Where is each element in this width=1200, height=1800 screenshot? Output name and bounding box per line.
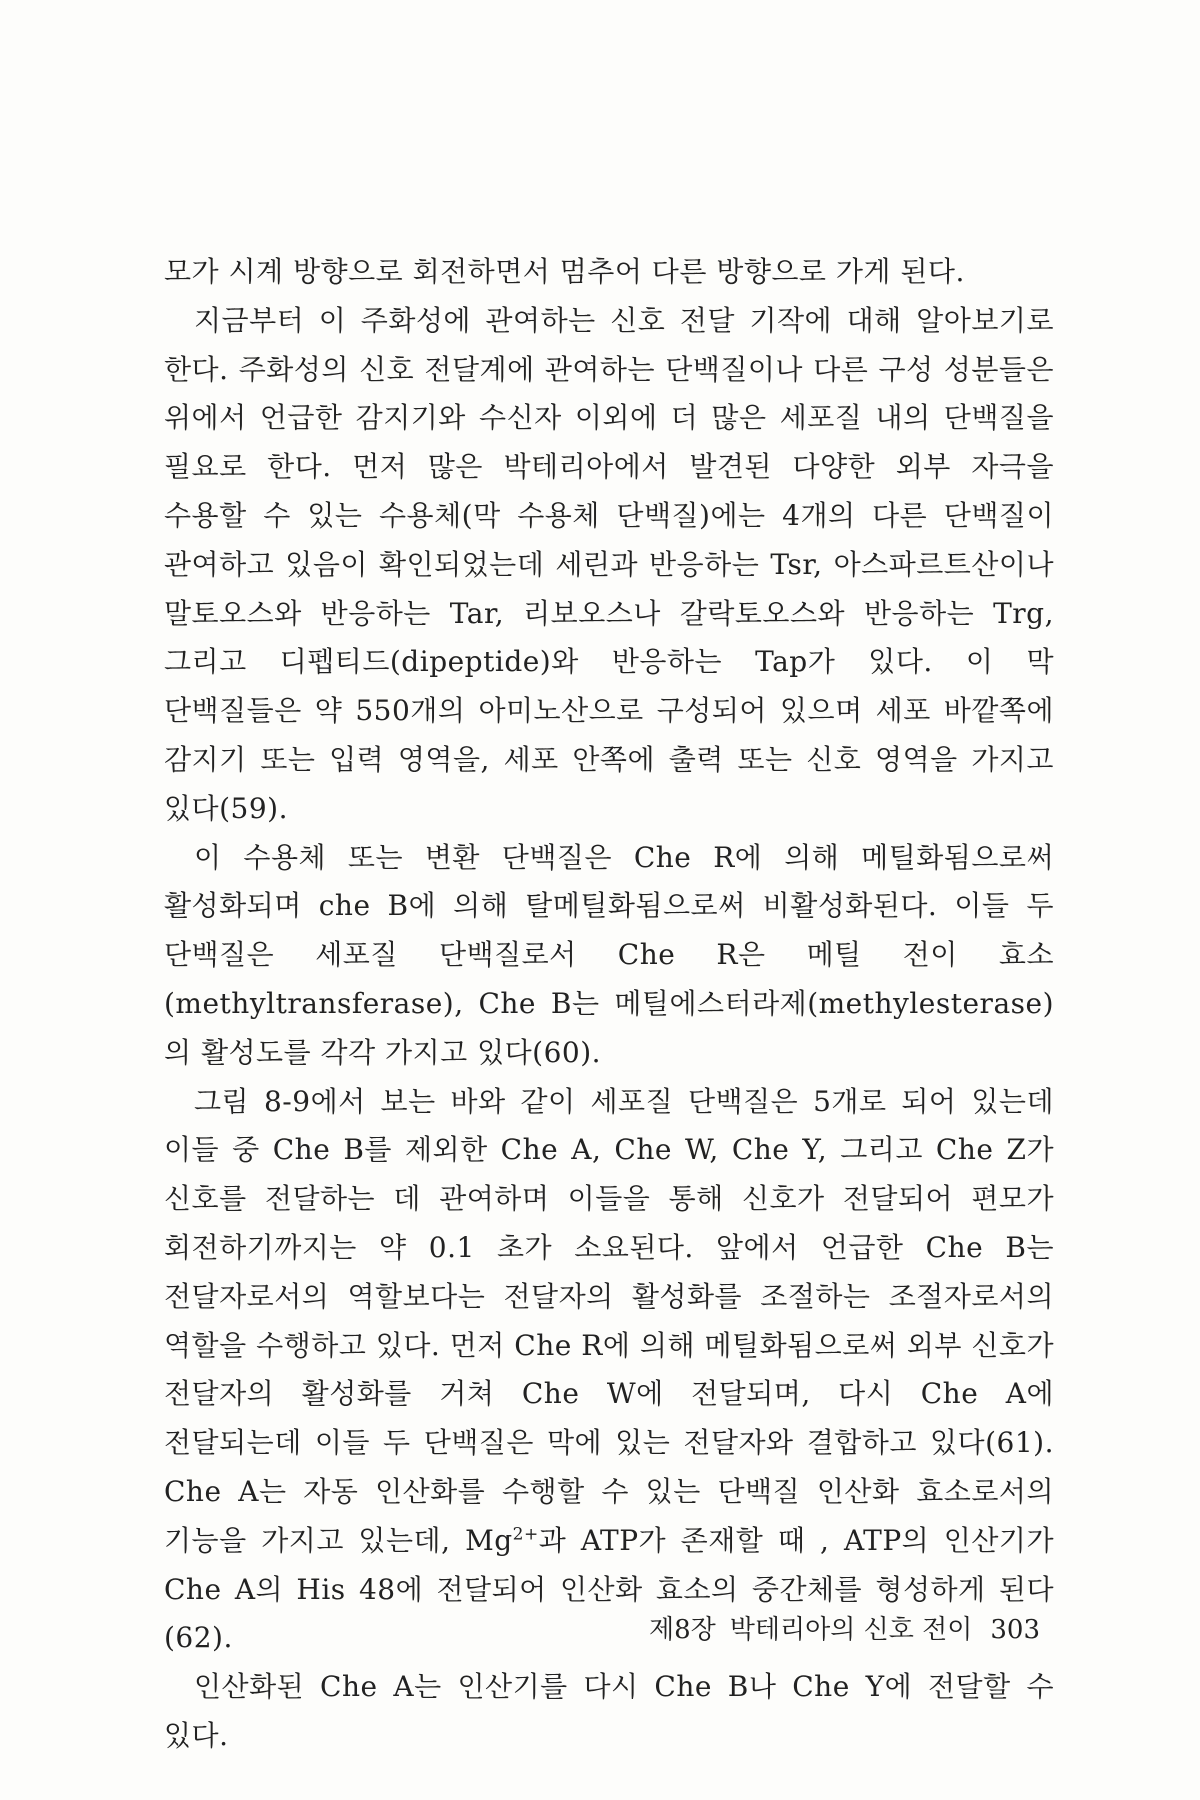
paragraph-cytoplasmic-proteins xyxy=(164,1078,1054,1664)
paragraph-continuation: 모가 시계 방향으로 회전하면서 멈추어 다른 방향으로 가게 된다. xyxy=(164,255,965,288)
page-footer xyxy=(649,1614,1040,1646)
magnesium-symbol: Mg xyxy=(465,1523,513,1557)
paragraph-methylation: 이 수용체 또는 변환 단백질은 Che R에 의해 메틸화됨으로써 활성화되며 che B에 의해 탈메틸화됨으로써 비활성화된다. 이들 두 단백질은 세포질 단백질로서 Che R은 메틸 전이 효소(methyltransferase), Che B는 메틸에스터라제(methylesterase)의 활성도를 각각 가지고 있다(60). xyxy=(164,840,1054,1069)
paragraph-text-part-1: 그림 8-9에서 보는 바와 같이 세포질 단백질은 5개로 되어 있는데 이들 중 Che B를 제외한 Che A, Che W, Che Y, 그리고 Che Z가 신호를 전달하는 데 관여하며 이들을 통해 신호가 전달되어 편모가 회전하기까지는 약 0.1 초가 소요된다. 앞에서 언급한 Che B는 전달자로서의 역할보다는 전달자의 활성화를 조절하는 조절자로서의 역할을 수행하고 있다. 먼저 Che R에 의해 메틸화됨으로써 외부 신호가 전달자의 활성화를 거쳐 Che W에 전달되며, 다시 Che A에 전달되는데 이들 두 단백질은 막에 있는 전달자와 결합하고 있다(61). Che A는 자동 인산화를 수행할 수 있는 단백질 인산화 효소로서의 기능을 가지고 있는데, xyxy=(164,1084,1054,1557)
magnesium-charge-superscript: 2+ xyxy=(512,1524,539,1545)
body-text xyxy=(164,248,1054,1761)
chapter-title: 박테리아의 신호 전이 xyxy=(729,1615,973,1645)
chapter-label: 제8장 xyxy=(649,1615,716,1645)
paragraph-signal-mechanism: 지금부터 이 주화성에 관여하는 신호 전달 기작에 대해 알아보기로 한다. 주화성의 신호 전달계에 관여하는 단백질이나 다른 구성 성분들은 위에서 언급한 감지기와 수신자 이외에 더 많은 세포질 내의 단백질을 필요로 한다. 먼저 많은 박테리아에서 발견된 다양한 외부 자극을 수용할 수 있는 수용체(막 수용체 단백질)에는 4개의 다른 단백질이 관여하고 있음이 확인되었는데 세린과 반응하는 Tsr, 아스파르트산이나 말토오스와 반응하는 Tar, 리보오스나 갈락토오스와 반응하는 Trg, 그리고 디펩티드(dipeptide)와 반응하는 Tap가 있다. 이 막 단백질들은 약 550개의 아미노산으로 구성되어 있으며 세포 바깥쪽에 감지기 또는 입력 영역을, 세포 안쪽에 출력 또는 신호 영역을 가지고 있다(59). xyxy=(164,303,1054,825)
page-number: 303 xyxy=(990,1615,1040,1645)
paragraph-text-part-2: 과 ATP가 존재할 때 , ATP의 인산기가 Che A의 His 48에 전달되어 인산화 효소의 중간체를 형성하게 된다(62). xyxy=(164,1523,1054,1655)
paragraph-phosphorylated-che-a: 인산화된 Che A는 인산기를 다시 Che B나 Che Y에 전달할 수 있다. xyxy=(164,1670,1054,1752)
